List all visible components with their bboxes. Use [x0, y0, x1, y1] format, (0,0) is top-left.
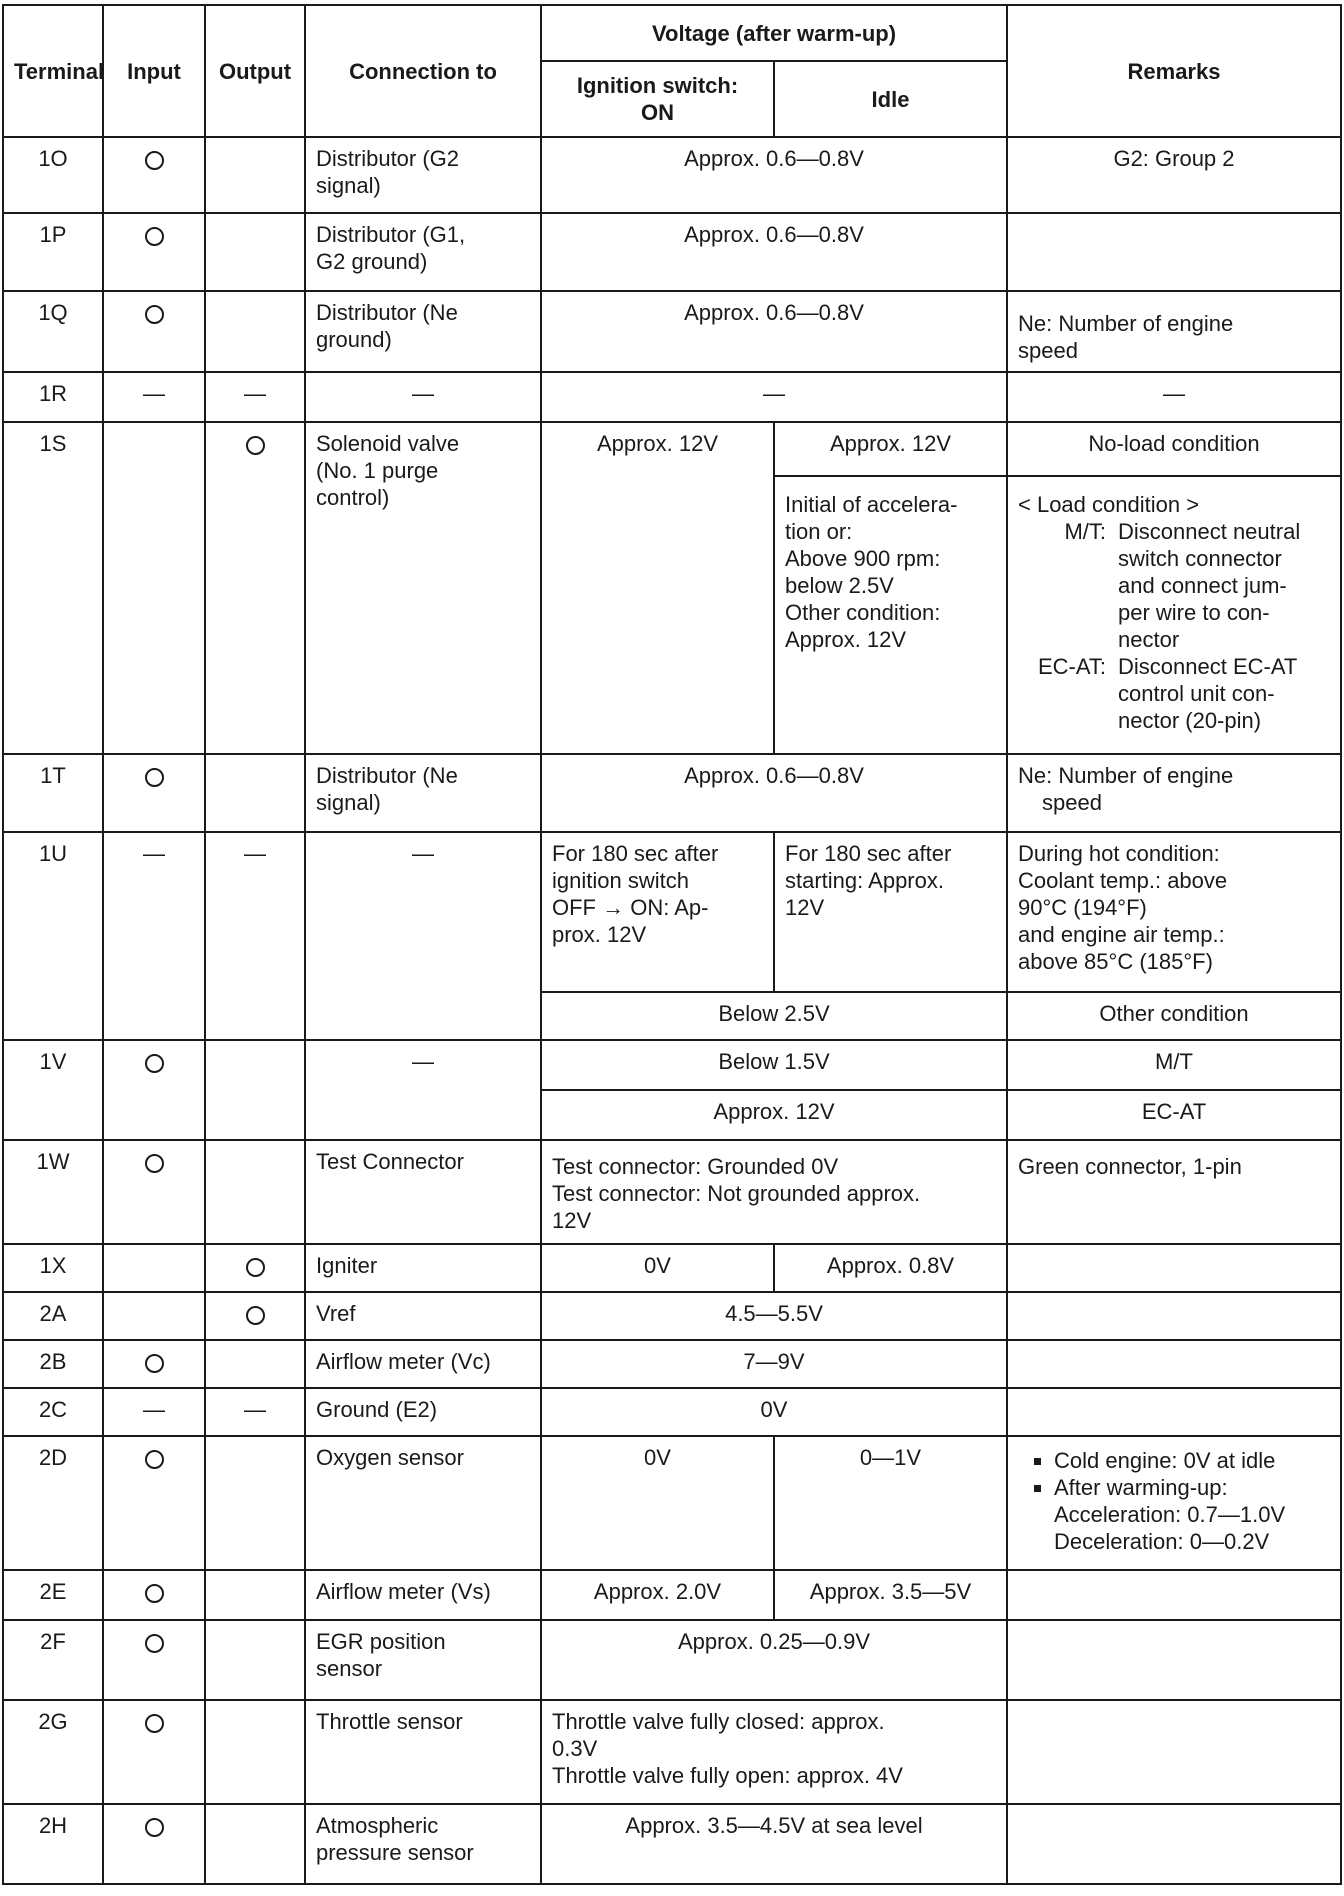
input-mark [103, 1140, 205, 1244]
voltage-cell: Approx. 0.6—0.8V [541, 137, 1007, 213]
input-dash: — [103, 832, 205, 1040]
connection-cell: Airflow meter (Vc) [305, 1340, 541, 1388]
table-row [3, 1436, 1341, 1570]
output-cell [205, 1804, 305, 1884]
table-row [3, 1700, 1341, 1804]
output-cell [205, 213, 305, 291]
circle-icon [145, 151, 164, 170]
table-row [3, 1570, 1341, 1620]
voltage-cell: Approx. 0.6—0.8V [541, 213, 1007, 291]
input-mark [103, 137, 205, 213]
remarks-cell: Green connector, 1-pin [1007, 1140, 1341, 1244]
input-dash: — [103, 1388, 205, 1436]
input-mark [103, 1700, 205, 1804]
list-item: ▪ After warming-up: Acceleration: 0.7—1.0V Deceleration: 0—0.2V [1054, 1474, 1330, 1555]
input-mark [103, 1040, 205, 1140]
terminal-cell: 2B [3, 1340, 103, 1388]
circle-icon [246, 436, 265, 455]
idle-cell: Approx. 0.8V [774, 1244, 1007, 1292]
remarks-line: speed [1042, 790, 1102, 815]
voltage-cell: Approx. 3.5—4.5V at sea level [541, 1804, 1007, 1884]
connection-cell: Distributor (G2 signal) [305, 137, 541, 213]
terminal-cell: 2C [3, 1388, 103, 1436]
terminal-cell: 1P [3, 213, 103, 291]
terminal-cell: 1V [3, 1040, 103, 1140]
remarks-cell [1007, 1388, 1341, 1436]
connection-cell: Distributor (Ne signal) [305, 754, 541, 832]
terminal-cell: 1U [3, 832, 103, 1040]
connection-cell: Solenoid valve (No. 1 purge control) [305, 422, 541, 754]
connection-cell: Igniter [305, 1244, 541, 1292]
input-mark [103, 291, 205, 372]
remarks-cell: Other condition [1007, 992, 1341, 1040]
voltage-cell: Approx. 0.6—0.8V [541, 291, 1007, 372]
voltage-cell: Below 2.5V [541, 992, 1007, 1040]
connection-dash: — [305, 372, 541, 422]
circle-icon [246, 1258, 265, 1277]
connection-dash: — [305, 1040, 541, 1140]
idle-cell: 0—1V [774, 1436, 1007, 1570]
remarks-cell: Ne: Number of engine speed [1007, 291, 1341, 372]
table-row [3, 291, 1341, 372]
header-connection: Connection to [305, 5, 541, 137]
remarks-cell [1007, 1244, 1341, 1292]
circle-icon [246, 1306, 265, 1325]
output-mark [205, 1292, 305, 1340]
output-cell [205, 291, 305, 372]
header-output: Output [205, 5, 305, 137]
input-mark [103, 213, 205, 291]
ecat-label: EC-AT: [1037, 654, 1106, 679]
load-condition-ecat [1018, 653, 1338, 734]
table-row [3, 1388, 1341, 1436]
terminal-cell: 1X [3, 1244, 103, 1292]
table-row [3, 832, 1341, 992]
output-mark [205, 1244, 305, 1292]
remarks-cell: G2: Group 2 [1007, 137, 1341, 213]
output-cell [205, 137, 305, 213]
terminal-cell: 1T [3, 754, 103, 832]
mt-label: M/T: [1064, 519, 1106, 544]
remarks-cell [1007, 1620, 1341, 1700]
voltage-cell: 0V [541, 1388, 1007, 1436]
circle-icon [145, 227, 164, 246]
input-mark [103, 1570, 205, 1620]
output-cell [205, 1436, 305, 1570]
table-row [3, 754, 1341, 832]
table-row [3, 1292, 1341, 1340]
terminal-cell: 1R [3, 372, 103, 422]
circle-icon [145, 1154, 164, 1173]
remarks-cell: During hot condition: Coolant temp.: above 90°C (194°F) and engine air temp.: above 85°C (185°F) [1007, 832, 1341, 992]
terminal-cell: 1W [3, 1140, 103, 1244]
circle-icon [145, 1054, 164, 1073]
ignition-on-cell: Approx. 12V [541, 422, 774, 754]
idle-cell: Initial of accelera- tion or: Above 900 rpm: below 2.5V Other condition: Approx. 12V [774, 476, 1007, 754]
terminal-cell: 2D [3, 1436, 103, 1570]
circle-icon [145, 1818, 164, 1837]
output-cell [205, 1140, 305, 1244]
load-condition-title: < Load condition > [1018, 492, 1200, 517]
output-cell [205, 1620, 305, 1700]
voltage-cell: Test connector: Grounded 0V Test connector: Not grounded approx. 12V [541, 1140, 1007, 1244]
remarks-cell [1007, 476, 1341, 754]
remarks-cell [1007, 1340, 1341, 1388]
output-cell [205, 1340, 305, 1388]
input-mark [103, 1620, 205, 1700]
voltage-cell: 7—9V [541, 1340, 1007, 1388]
remarks-cell [1007, 213, 1341, 291]
table-row [3, 372, 1341, 422]
connection-cell: Atmospheric pressure sensor [305, 1804, 541, 1884]
ecat-text: Disconnect EC-AT control unit con- nector (20-pin) [1118, 654, 1298, 733]
mt-text: Disconnect neutral switch connector and connect jum- per wire to con- nector [1118, 519, 1301, 652]
terminal-voltage-table [2, 4, 1342, 1885]
connection-cell: Test Connector [305, 1140, 541, 1244]
remarks-cell: No-load condition [1007, 422, 1341, 476]
ignition-on-cell: 0V [541, 1436, 774, 1570]
table-row [3, 1040, 1341, 1090]
table-row [3, 137, 1341, 213]
input-mark [103, 1436, 205, 1570]
voltage-cell: Approx. 0.6—0.8V [541, 754, 1007, 832]
table-row [3, 1620, 1341, 1700]
terminal-cell: 1S [3, 422, 103, 754]
terminal-cell: 2A [3, 1292, 103, 1340]
idle-cell: Approx. 12V [774, 422, 1007, 476]
table-row [3, 1244, 1341, 1292]
input-dash: — [103, 372, 205, 422]
terminal-cell: 1Q [3, 291, 103, 372]
connection-cell: EGR position sensor [305, 1620, 541, 1700]
connection-dash: — [305, 832, 541, 1040]
connection-cell: Distributor (Ne ground) [305, 291, 541, 372]
output-dash: — [205, 832, 305, 1040]
connection-cell: Throttle sensor [305, 1700, 541, 1804]
load-condition-mt [1018, 518, 1338, 653]
header-input: Input [103, 5, 205, 137]
connection-cell: Airflow meter (Vs) [305, 1570, 541, 1620]
table-row [3, 1140, 1341, 1244]
circle-icon [145, 305, 164, 324]
remarks-cell [1007, 754, 1341, 832]
connection-cell: Ground (E2) [305, 1388, 541, 1436]
ignition-on-cell: Approx. 2.0V [541, 1570, 774, 1620]
header-remarks: Remarks [1007, 5, 1341, 137]
output-dash: — [205, 1388, 305, 1436]
output-cell [205, 754, 305, 832]
table-row [3, 213, 1341, 291]
circle-icon [145, 1634, 164, 1653]
idle-cell: For 180 sec after starting: Approx. 12V [774, 832, 1007, 992]
connection-cell: Oxygen sensor [305, 1436, 541, 1570]
output-cell [205, 1570, 305, 1620]
output-cell [205, 1700, 305, 1804]
remarks-cell: M/T [1007, 1040, 1341, 1090]
header-ignition-on: Ignition switch: ON [541, 61, 774, 137]
voltage-cell: Throttle valve fully closed: approx. 0.3V Throttle valve fully open: approx. 4V [541, 1700, 1007, 1804]
ignition-on-cell: 0V [541, 1244, 774, 1292]
terminal-cell: 2H [3, 1804, 103, 1884]
output-dash: — [205, 372, 305, 422]
circle-icon [145, 1714, 164, 1733]
table-row [3, 1340, 1341, 1388]
connection-cell: Vref [305, 1292, 541, 1340]
circle-icon [145, 1354, 164, 1373]
remarks-cell [1007, 1700, 1341, 1804]
ignition-on-cell: For 180 sec after ignition switch OFF → ON: Ap- prox. 12V [541, 832, 774, 992]
input-mark [103, 754, 205, 832]
remarks-line: Ne: Number of engine [1018, 763, 1234, 788]
header-voltage: Voltage (after warm-up) [541, 5, 1007, 61]
voltage-dash: — [541, 372, 1007, 422]
remarks-cell [1007, 1570, 1341, 1620]
voltage-cell: 4.5—5.5V [541, 1292, 1007, 1340]
input-cell [103, 1292, 205, 1340]
output-mark [205, 422, 305, 754]
remarks-cell [1007, 1292, 1341, 1340]
table-row [3, 1804, 1341, 1884]
remarks-cell [1007, 1804, 1341, 1884]
header-terminal: Terminal [3, 5, 103, 137]
input-mark [103, 1340, 205, 1388]
terminal-cell: 2E [3, 1570, 103, 1620]
terminal-cell: 1O [3, 137, 103, 213]
circle-icon [145, 1450, 164, 1469]
circle-icon [145, 1584, 164, 1603]
voltage-cell: Below 1.5V [541, 1040, 1007, 1090]
terminal-cell: 2F [3, 1620, 103, 1700]
terminal-cell: 2G [3, 1700, 103, 1804]
remarks-cell: EC-AT [1007, 1090, 1341, 1140]
remarks-list [1018, 1447, 1330, 1555]
idle-cell: Approx. 3.5—5V [774, 1570, 1007, 1620]
list-item: ▪ Cold engine: 0V at idle [1054, 1447, 1330, 1474]
remarks-cell [1007, 1436, 1341, 1570]
input-cell [103, 1244, 205, 1292]
circle-icon [145, 768, 164, 787]
input-cell [103, 422, 205, 754]
output-cell [205, 1040, 305, 1140]
table-row [3, 422, 1341, 476]
input-mark [103, 1804, 205, 1884]
voltage-cell: Approx. 12V [541, 1090, 1007, 1140]
remarks-dash: — [1007, 372, 1341, 422]
voltage-cell: Approx. 0.25—0.9V [541, 1620, 1007, 1700]
header-idle: Idle [774, 61, 1007, 137]
connection-cell: Distributor (G1, G2 ground) [305, 213, 541, 291]
